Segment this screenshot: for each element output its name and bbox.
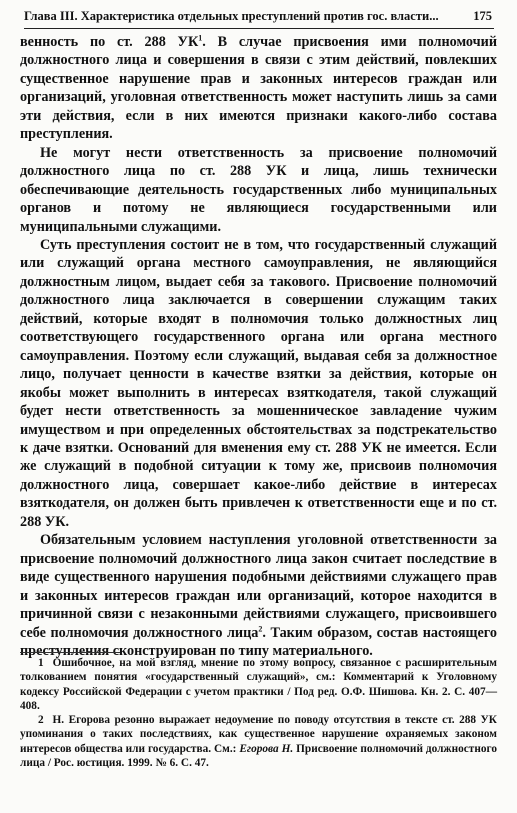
page-number: 175 (473, 9, 492, 23)
running-header (24, 6, 494, 29)
footnote-2: 2 Н. Егорова резонно выражает недоумение по поводу отсутствия в тексте ст. 288 УК упоминания о таких последствиях, как существенное нарушение охраняемых законом интересов общества или государства. См.: Егорова Н. Присвоение полномочий должностного лица / Рос. юстиция. 1999. № 6. С. 47. (20, 714, 498, 770)
paragraph-3: Суть преступления состоит не в том, что государственный служащий или служащий органа местного самоуправления, не являющийся должностным лицом, выдает себя за такового. Присвоение полномочий должностного лица заключается в совершении служащим таких действий, которые входят в полномочия только должностных лиц соответствующего государственного органа или органа местного самоуправления. Поэтому если служащий, выдавая себя за должностное лицо, получает ценности в качестве взятки за действия, которые он якобы может выполнить в интересах взяткодателя, такой служащий будет нести ответственность за мошенническое завладение чужим имуществом и при определенных обстоятельствах за подстрекательство к даче взятки. Оснований для вменения ему ст. 288 УК не имеется. Если же служащий в подобной ситуации к тому же, присвоив полномочия должностного лица, совершает какое-либо действие в интересах взяткодателя, он должен быть привлечен к ответственности еще и по ст. 288 УК. (20, 236, 497, 530)
footnote-1-number: 1 (38, 657, 44, 669)
paragraph-4: Обязательным условием наступления уголовной ответственности за присвоение полномочий должностного лица закон считает последствие в виде существенного нарушения подобными действиями служащего прав и законных интересов граждан или организаций, которое находится в причинной связи с незаконными действиями служащего, присвоившего себе полномочия должностного лица$^2$. Таким образом, состав настоящего преступления сконструирован по типу материального. (20, 532, 497, 659)
chapter-title: Глава III. Характеристика отдельных преступлений против гос. власти... (24, 9, 439, 23)
footnotes (20, 656, 497, 770)
footnote-2-number: 2 (38, 714, 44, 727)
main-text (20, 33, 497, 660)
footnote-1: 1 Ошибочное, на мой взгляд, мнение по этому вопросу, связанное с расширительным толкованием понятия «государственный служащий», см.: Комментарий к Уголовному кодексу Российской Федерации с учетом практики / Под ред. О.Ф. Шишова. Кн. 2. С. 407—408. (20, 657, 497, 712)
paragraph-2: Не могут нести ответственность за присвоение полномочий должностного лица по ст. 288 УК и лица, лишь технически обеспечивающие деятельность государственных либо муниципальных органов и потому не являющиеся государственными или муниципальными служащими. (20, 144, 497, 235)
footnote-ref-1: 1 (198, 33, 203, 43)
footnote-ref-2: 2 (258, 623, 263, 633)
paragraph-1: венность по ст. 288 $УК^1$. В случае присвоения ими полномочий должностного лица и совершения в связи с этим действий, повлекших существенное нарушение прав и законных интересов граждан или организаций, уголовная ответственность может наступить лишь за сами эти действия, если в них имеются признаки какого-либо состава преступления. (20, 33, 498, 143)
footnote-divider (20, 652, 120, 653)
cited-author: Егорова Н. (239, 742, 294, 755)
